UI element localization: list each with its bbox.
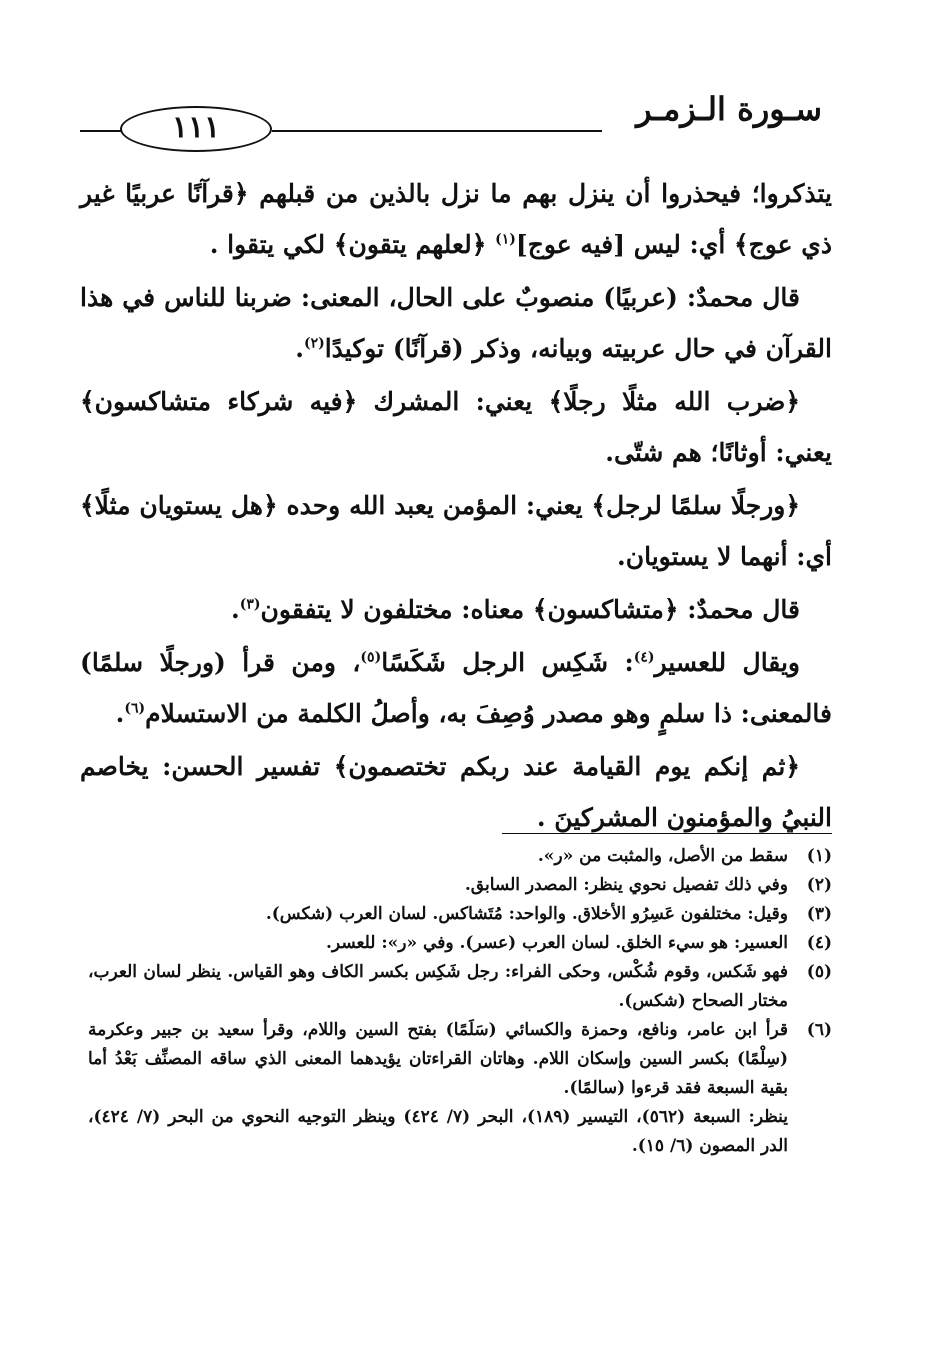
- footnote-4: [88, 929, 832, 958]
- paragraph-6-end: ، ومن قرأ (ورجلًا سلمًا) فالمعنى: ذا سلمٍ وهو مصدر وُصِفَ به، وأصلُ الكلمة من الاستسلام: [80, 648, 832, 728]
- footnote-number: (٤): [806, 933, 832, 953]
- header-rule-left: [80, 130, 122, 132]
- paragraph-5-text: قال محمدٌ: ﴿متشاكسون﴾ معناه: مختلفون لا يتفقون: [260, 595, 800, 624]
- footnote-text: قرأ ابن عامر، ونافع، وحمزة والكسائي (سَلَمًا) بفتح السين واللام، وقرأ سعيد بن جبير وعكرمة (سِلْمًا) بكسر السين وإسكان اللام. وهاتان القراءتان يؤيدهما المعنى الذي ساقه المصنِّف بَعْدُ أما بقية السبعة فقد قرءوا (سالمًا).: [88, 1020, 788, 1098]
- footnote-number: (٣): [806, 904, 832, 924]
- header-rule-middle: [272, 130, 602, 132]
- paragraph-1-tail: ﴿لعلهم يتقون﴾ لكي يتقوا .: [209, 230, 487, 259]
- ref-3: (٣): [239, 596, 261, 613]
- footnote-text: العسير: هو سيء الخلق. لسان العرب (عسر). وفي «ر»: للعسر.: [326, 933, 788, 953]
- paragraph-6-period: .: [115, 699, 125, 728]
- footnote-text: وفي ذلك تفصيل نحوي ينظر: المصدر السابق.: [464, 875, 788, 895]
- footnote-text: سقط من الأصل، والمثبت من «ر».: [537, 846, 788, 866]
- footnote-number: (٥): [806, 962, 832, 982]
- paragraph-2: [80, 272, 832, 374]
- paragraph-1: [80, 168, 832, 270]
- main-text: [80, 168, 832, 845]
- paragraph-2-period: .: [295, 334, 304, 363]
- paragraph-1-text: يتذكروا؛ فيحذروا أن ينزل بهم ما نزل بالذين من قبلهم ﴿قرآنًا عربيًا غير ذي عوج﴾ أي: ليس [فيه عوج]: [80, 179, 832, 259]
- paragraph-5-period: .: [231, 595, 240, 624]
- footnote-number: (١): [806, 846, 832, 866]
- footnote-number: (٦): [806, 1020, 832, 1040]
- ref-5: (٥): [360, 649, 382, 666]
- ref-4: (٤): [633, 649, 655, 666]
- ref-6: (٦): [124, 700, 146, 717]
- footnote-2: [88, 871, 832, 900]
- footnote-5: [88, 958, 832, 1016]
- footnote-separator: [502, 833, 832, 834]
- footnote-number: (٢): [806, 875, 832, 895]
- paragraph-4: ﴿ورجلًا سلمًا لرجل﴾ يعني: المؤمن يعبد الله وحده ﴿هل يستويان مثلًا﴾ أي: أنهما لا يستويان.: [80, 491, 832, 571]
- paragraph-6: [80, 637, 832, 739]
- footnote-6-references: ينظر: السبعة (٥٦٢)، التيسير (١٨٩)، البحر (٧/ ٤٢٤) وينظر التوجيه النحوي من البحر (٧/ ٤٢٤)، الدر المصون (٦/ ١٥).: [88, 1107, 789, 1156]
- footnotes: [88, 842, 832, 1161]
- footnote-text: فهو شَكس، وقوم شُكْس، وحكى الفراء: رجل شَكِس بكسر الكاف وهو القياس. ينظر لسان العرب، مختار الصحاح (شكس).: [88, 962, 788, 1011]
- footnote-text: وقيل: مختلفون عَسِرُو الأخلاق. والواحد: مُتَشاكس. لسان العرب (شكس).: [265, 904, 788, 924]
- paragraph-5: [80, 584, 832, 635]
- page-number: ١١١: [120, 106, 272, 152]
- surah-title: سـورة الـزمـر: [636, 90, 822, 128]
- footnote-3: [88, 900, 832, 929]
- footnote-6: [88, 1016, 832, 1103]
- footnote-1: [88, 842, 832, 871]
- ref-2: (٢): [303, 335, 325, 352]
- page-header: [80, 88, 832, 158]
- paragraph-6-start: ويقال للعسير: [654, 648, 800, 677]
- paragraph-6-middle: : شَكِس الرجل شَكَسًا: [381, 648, 634, 677]
- paragraph-3: ﴿ضرب الله مثلًا رجلًا﴾ يعني: المشرك ﴿فيه شركاء متشاكسون﴾ يعني: أوثانًا؛ هم شتّى.: [80, 387, 832, 467]
- paragraph-7: ﴿ثم إنكم يوم القيامة عند ربكم تختصمون﴾ تفسير الحسن: يخاصم النبيُ والمؤمنون المشركينَ .: [80, 752, 832, 832]
- paragraph-2-text: قال محمدٌ: (عربيًا) منصوبٌ على الحال، المعنى: ضربنا للناس في هذا القرآن في حال عربيته وبيانه، وذكر (قرآنًا) توكيدًا: [80, 283, 832, 363]
- ref-1: (١): [495, 231, 516, 248]
